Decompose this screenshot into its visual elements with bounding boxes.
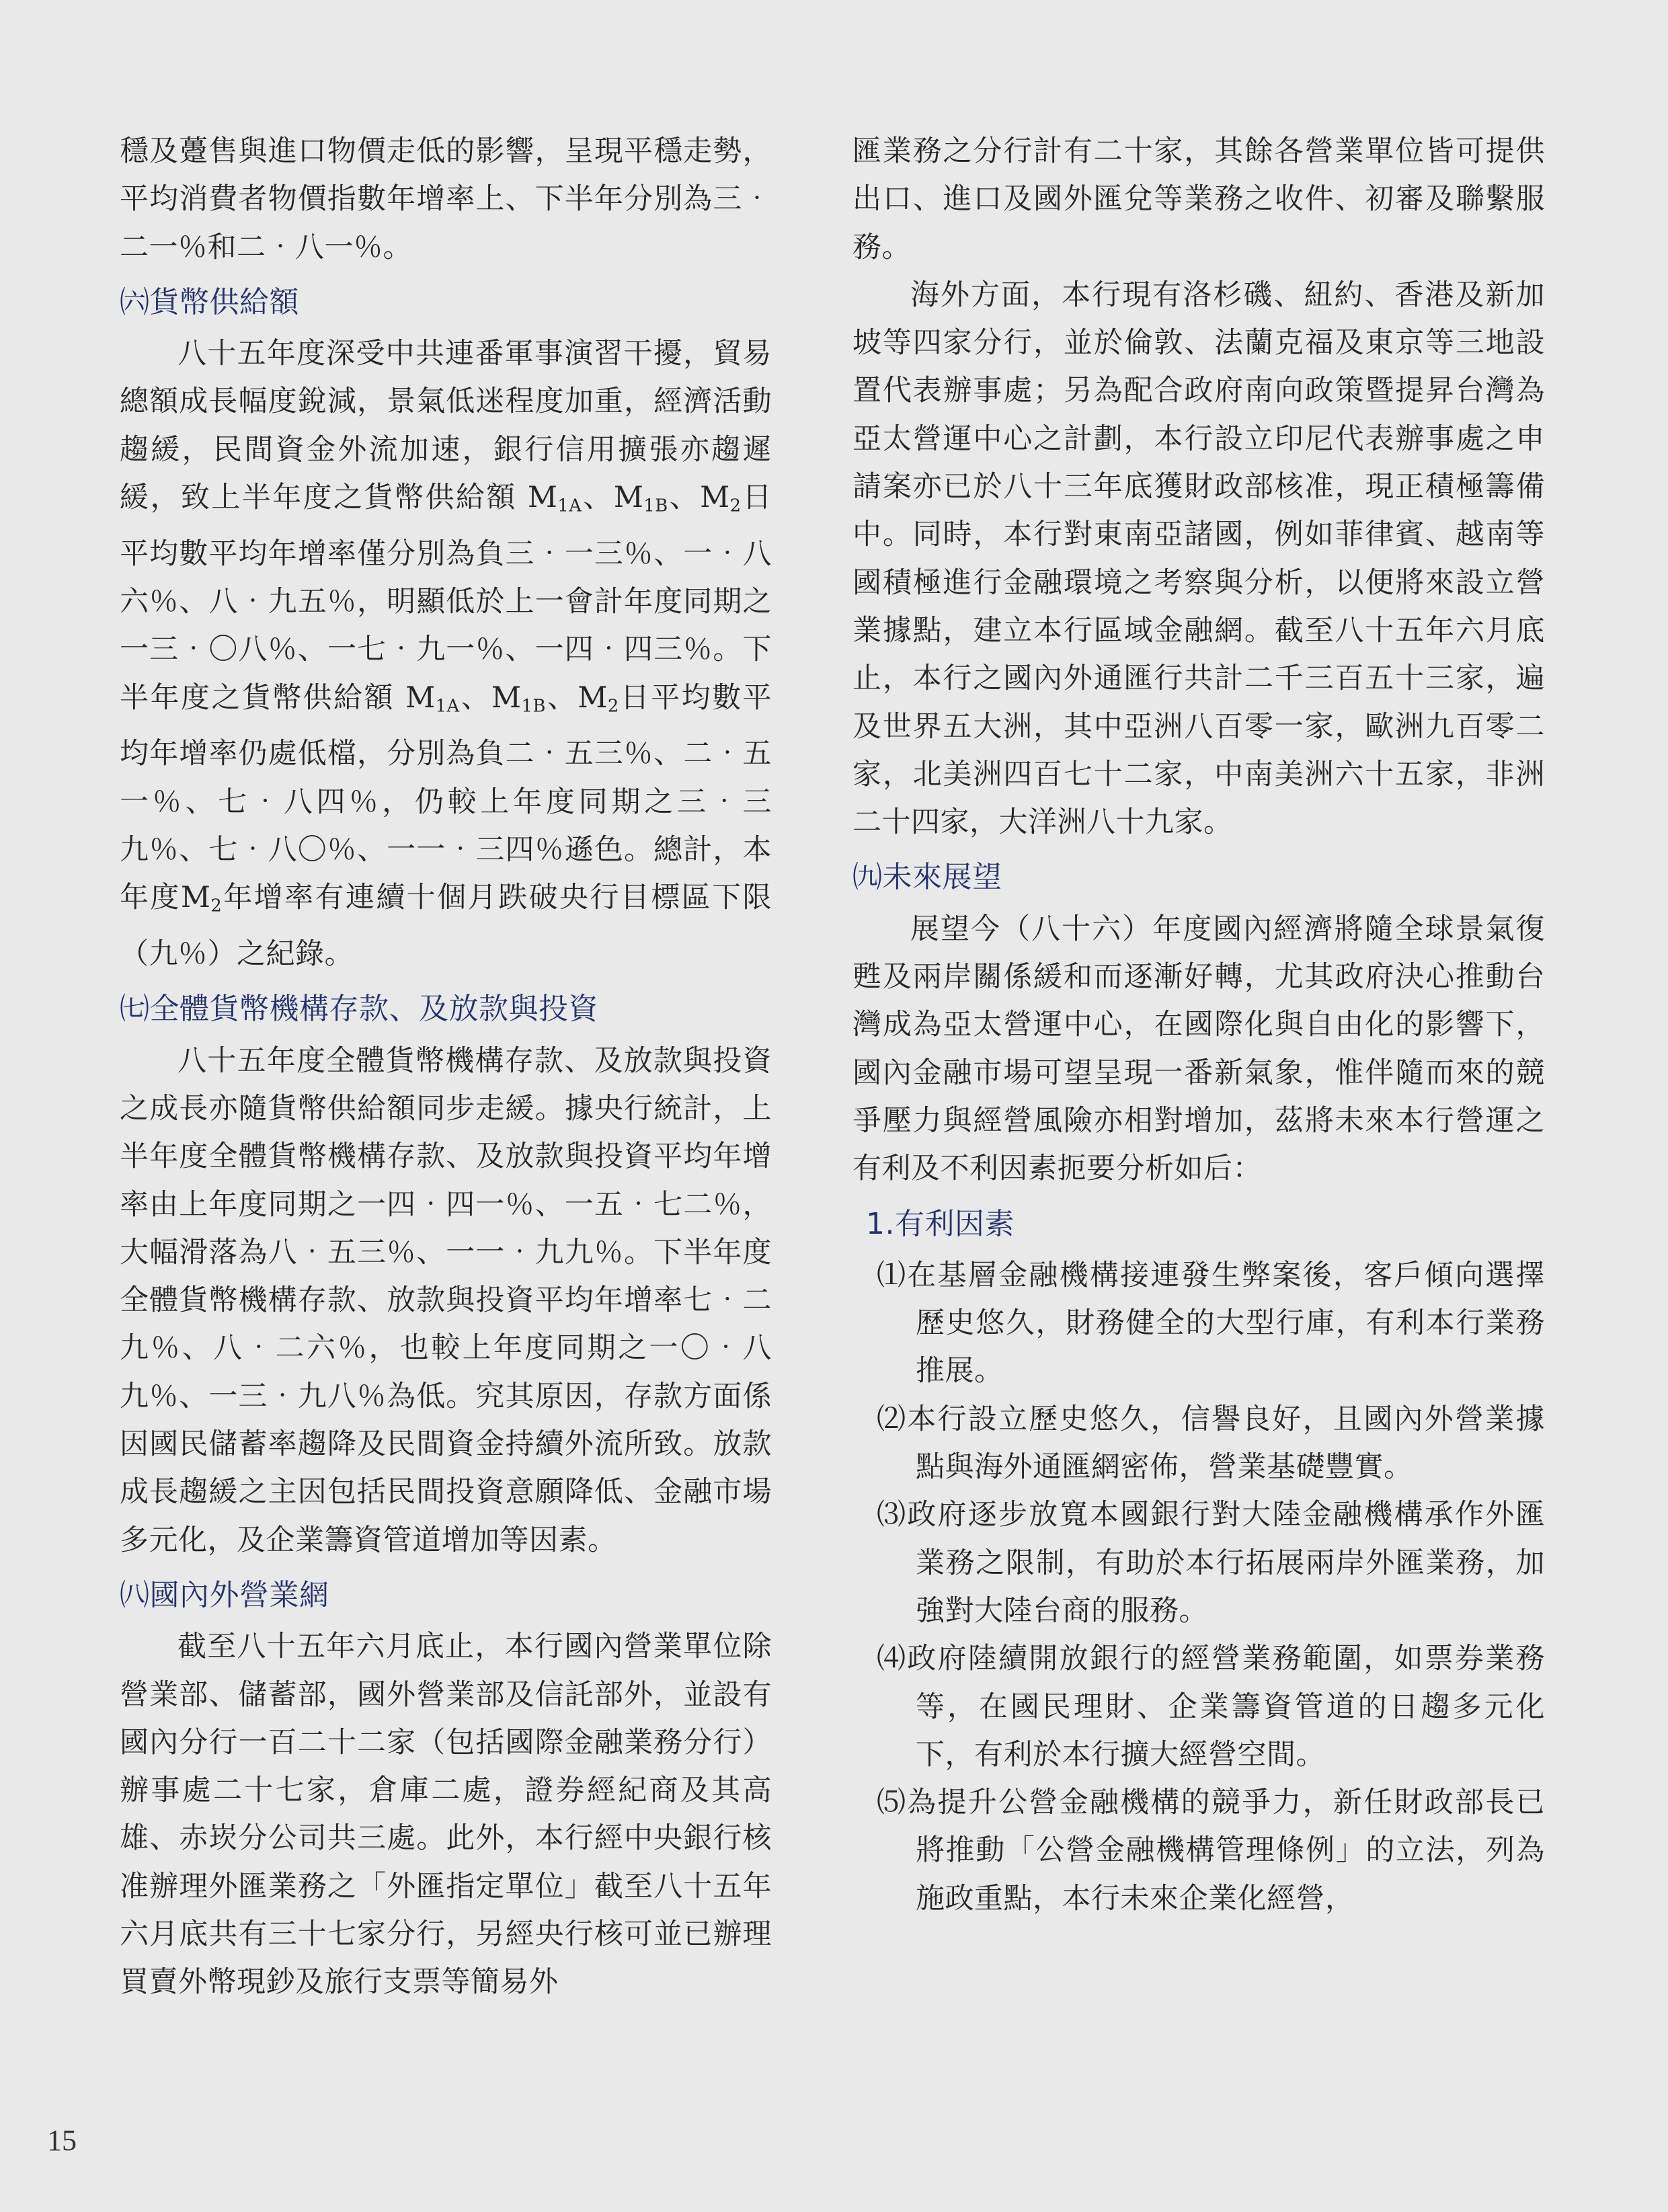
list-item: ⑵本行設立歷史悠久，信譽良好，且國內外營業據點與海外通匯網密佈，營業基礎豐實。 — [877, 1402, 1545, 1485]
paragraph-outlook: 展望今（八十六）年度國內經濟將隨全球景氣復甦及兩岸關係緩和而逐漸好轉，尤其政府決心推動台灣成為亞太營運中心，在國際化與自由化的影響下，國內金融市場可望呈現一番新氣象，惟伴隨而來的競爭壓力與經營風險亦相對增加，茲將未來本行營運之有利及不利因素扼要分析如后： — [852, 912, 1545, 1186]
paragraph-money-supply: 八十五年度深受中共連番軍事演習干擾，貿易總額成長幅度銳減，景氣低迷程度加重，經濟活動趨緩，民間資金外流加速，銀行信用擴張亦趨遲緩，致上半年度之貨幣供給額 $M_{1A}$、$M_{1B}$、$M_2$日平均數平均年增率僅分別為負三‧一三％、一‧八六％、八‧九五％，明顯低於上一會計年度同期之一三‧〇八％、一七‧九一％、一四‧四三％。下半年度之貨幣供給額 $M_{1A}$、$M_{1B}$、$M_2$日平均數平均年增率仍處低檔，分別為負二‧五三％、二‧五一％、七‧八四％，仍較上年度同期之三‧三九％、七‧八〇％、一一‧三四％遜色。總計，本年度$M_2$年增率有連續十個月跌破央行目標區下限（九％）之紀錄。 — [120, 337, 772, 972]
list-item: ⑷政府陸續開放銀行的經營業務範圍，如票券業務等，在國民理財、企業籌資管道的日趨多元化下，有利於本行擴大經營空間。 — [877, 1642, 1545, 1772]
right-column — [852, 128, 1545, 1923]
list-item: ⑴在基層金融機構接連發生弊案後，客戶傾向選擇歷史悠久，財務健全的大型行庫，有利本行業務推展。 — [877, 1258, 1545, 1388]
list-item: ⑸為提升公營金融機構的競爭力，新任財政部長已將推動「公營金融機構管理條例」的立法，列為施政重點，本行未來企業化經營， — [877, 1786, 1545, 1915]
left-column — [120, 128, 772, 2007]
heading-business-network: ㈧國內外營業網 — [120, 1577, 329, 1612]
page-number: 15 — [47, 2124, 77, 2157]
heading-favorable-factors: 1.有利因素 — [866, 1206, 1015, 1241]
heading-outlook: ㈨未來展望 — [852, 860, 1002, 895]
paragraph-overseas: 海外方面，本行現有洛杉磯、紐約、香港及新加坡等四家分行，並於倫敦、法蘭克福及東京等三地設置代表辦事處；另為配合政府南向政策暨提昇台灣為亞太營運中心之計劃，本行設立印尼代表辦事處之申請案亦已於八十三年底獲財政部核准，現正積極籌備中。同時，本行對東南亞諸國，例如菲律賓、越南等國積極進行金融環境之考察與分析，以便將來設立營業據點，建立本行區域金融網。截至八十五年六月底止，本行之國內外通匯行共計二千三百五十三家，遍及世界五大洲，其中亞洲八百零一家，歐洲九百零二家，北美洲四百七十二家，中南美洲六十五家，非洲二十四家，大洋洲八十九家。 — [852, 278, 1545, 840]
heading-money-supply: ㈥貨幣供給額 — [120, 284, 299, 319]
paragraph-price: 穩及躉售與進口物價走低的影響，呈現平穩走勢，平均消費者物價指數年增率上、下半年分別為三‧二一％和二‧八一％。 — [120, 134, 772, 264]
paragraph-network-cont: 匯業務之分行計有二十家，其餘各營業單位皆可提供出口、進口及國外匯兌等業務之收件、初審及聯繫服務。 — [852, 134, 1545, 264]
paragraph-business-network: 截至八十五年六月底止，本行國內營業單位除營業部、儲蓄部，國外營業部及信託部外，並設有國內分行一百二十二家（包括國際金融業務分行）辦事處二十七家，倉庫二處，證券經紀商及其高雄、赤崁分公司共三處。此外，本行經中央銀行核准辦理外匯業務之「外匯指定單位」截至八十五年六月底共有三十七家分行，另經央行核可並已辦理買賣外幣現鈔及旅行支票等簡易外 — [120, 1630, 772, 2000]
paragraph-deposits-loans: 八十五年度全體貨幣機構存款、及放款與投資之成長亦隨貨幣供給額同步走緩。據央行統計，上半年度全體貨幣機構存款、及放款與投資平均年增率由上年度同期之一四‧四一％、一五‧七二％，大幅滑落為八‧五三％、一一‧九九％。下半年度全體貨幣機構存款、放款與投資平均年增率七‧二九％、八‧二六％，也較上年度同期之一〇‧八九％、一三‧九八％為低。究其原因，存款方面係因國民儲蓄率趨降及民間資金持續外流所致。放款成長趨緩之主因包括民間投資意願降低、金融市場多元化，及企業籌資管道增加等因素。 — [120, 1043, 772, 1557]
list-item: ⑶政府逐步放寬本國銀行對大陸金融機構承作外匯業務之限制，有助於本行拓展兩岸外匯業務，加強對大陸台商的服務。 — [877, 1498, 1545, 1628]
heading-deposits-loans: ㈦全體貨幣機構存款、及放款與投資 — [120, 992, 598, 1027]
